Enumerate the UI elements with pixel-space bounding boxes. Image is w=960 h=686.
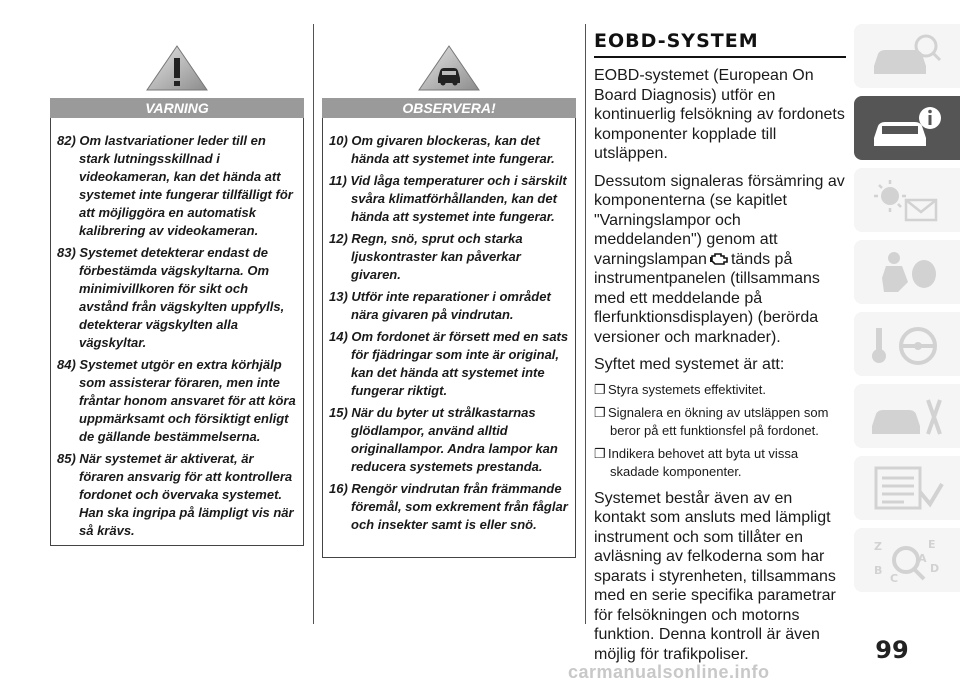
- tab-index[interactable]: [854, 528, 960, 592]
- tab-starting-driving[interactable]: [854, 312, 960, 376]
- eobd-bullet: [594, 381, 846, 399]
- title-underline: [594, 56, 846, 58]
- column-divider: [585, 24, 586, 624]
- observe-note-15: 15) När du byter ut strålkastarnas glödlampor, använd alltid originallampor. Andra lampor kan reducera systemets prestanda.: [329, 405, 558, 474]
- eobd-column: [594, 24, 846, 672]
- warning-note-85: 85) När systemet är aktiverat, är föraren ansvarig för att kontrollera fordonet och övervaka systemet. Han ska ingripa på lämpligt vis när så krävs.: [57, 451, 294, 538]
- car-triangle-icon: [417, 44, 481, 92]
- engine-warning-lamp-icon: [709, 252, 729, 266]
- warning-lights-icon: [868, 176, 948, 224]
- warning-box: [50, 118, 304, 546]
- eobd-purpose-paragraph: Syftet med systemet är att:: [594, 356, 785, 373]
- eobd-intro-paragraph: EOBD-systemet (European On Board Diagnosis) utför en kontinuerlig felsökning av fordonets komponenter kopplade till utsläppen.: [594, 67, 845, 162]
- checkbox-bullet-icon: ❒: [594, 445, 606, 461]
- page-number: 99: [875, 636, 909, 664]
- svg-text:A: A: [918, 552, 927, 565]
- watermark: carmanualsonline.info: [568, 662, 770, 682]
- checkbox-bullet-icon: ❒: [594, 404, 606, 420]
- bullet-text: Styra systemets effektivitet.: [608, 381, 766, 397]
- observe-note-10: 10) Om givaren blockeras, kan det hända att systemet inte fungerar.: [329, 133, 555, 166]
- warning-note-83: 83) Systemet detekterar endast de förbestämda vägskyltarna. Om minimivillkoren för sikt och avstånd från vägskylten uppfylls, detekterar vägskylten alla vägskyltar.: [57, 245, 285, 350]
- eobd-signal-paragraph: [594, 172, 846, 348]
- bullet-text: Indikera behovet att byta ut vissa skadade komponenter.: [608, 445, 799, 479]
- observe-note-13: 13) Utför inte reparationer i området nära givaren på vindrutan.: [329, 289, 551, 322]
- alphabet-index-icon: [868, 536, 948, 584]
- signal-text-before: Dessutom signaleras försämring av komponenterna (se kapitlet "Varningslampor och meddelanden") genom att varningslampan: [594, 172, 845, 268]
- tab-vehicle-info[interactable]: [854, 96, 960, 160]
- observe-note-12: 12) Regn, snö, sprut och starka ljuskontraster kan påverkar givaren.: [329, 231, 523, 282]
- svg-text:C: C: [890, 572, 899, 584]
- section-title: EOBD-SYSTEM: [594, 30, 759, 52]
- svg-text:D: D: [930, 562, 940, 575]
- bullet-text: Signalera en ökning av utsläppen som beror på ett funktionsfel på fordonet.: [608, 404, 829, 438]
- car-search-icon: [868, 32, 948, 80]
- svg-text:E: E: [928, 538, 936, 551]
- tab-technical-data[interactable]: [854, 456, 960, 520]
- tab-warning-lights[interactable]: [854, 168, 960, 232]
- warning-triangle-icon: [145, 44, 209, 92]
- car-info-icon: [868, 104, 948, 152]
- svg-text:B: B: [874, 564, 883, 577]
- tab-maintenance[interactable]: [854, 384, 960, 448]
- eobd-bullet: [594, 445, 846, 481]
- warning-note-84: 84) Systemet utgör en extra körhjälp som assisterar föraren, men inte fråntar honom ansvaret för att köra uppmärksamt och försiktigt enligt de gällande bestämmelserna.: [57, 357, 296, 444]
- data-sheet-icon: [868, 464, 948, 512]
- chapter-tabs: [854, 24, 960, 600]
- observe-note-16: 16) Rengör vindrutan från främmande föremål, som exkrement från fåglar och insekter samt is eller snö.: [329, 481, 568, 532]
- airbag-passenger-icon: [868, 248, 948, 296]
- steering-wheel-key-icon: [868, 320, 948, 368]
- checkbox-bullet-icon: ❒: [594, 381, 606, 397]
- warning-column: [50, 24, 304, 546]
- tab-car-overview[interactable]: [854, 24, 960, 88]
- observe-column: [322, 24, 576, 558]
- signal-text-after: tänds på instrumentpanelen (tillsammans med ett meddelande på flerfunktionsdisplayen) (berörda versioner och marknader).: [594, 250, 820, 346]
- warning-title-bar: VARNING: [50, 98, 304, 118]
- svg-text:Z: Z: [874, 540, 882, 553]
- observe-box: [322, 118, 576, 558]
- observe-note-11: 11) Vid låga temperaturer och i särskilt svåra klimatförhållanden, kan det hända att systemet inte fungerar.: [329, 173, 567, 224]
- column-divider: [313, 24, 314, 624]
- observe-title-bar: OBSERVERA!: [322, 98, 576, 118]
- warning-note-82: 82) Om lastvariationer leder till en stark lutningsskillnad i videokameran, kan det hända att systemet inte fungerar tillfälligt för att möjliggöra en automatisk kalibrering av videokameran.: [57, 133, 293, 238]
- section-heading: [594, 30, 846, 58]
- eobd-connector-paragraph: Systemet består även av en kontakt som ansluts med lämpligt instrument och som tillåter en avläsning av felkoderna som har sparats i styrenheten, tillsammans med en serie specifika parametrar för felsökningen och motorns funktion. Denna kontroll är även möjlig för trafikpoliser.: [594, 489, 836, 663]
- car-tools-icon: [868, 392, 948, 440]
- eobd-bullet: [594, 404, 846, 440]
- observe-note-14: 14) Om fordonet är försett med en sats för fjädringar som inte är original, kan det hända att systemet inte fungerar riktigt.: [329, 329, 569, 398]
- tab-safety[interactable]: [854, 240, 960, 304]
